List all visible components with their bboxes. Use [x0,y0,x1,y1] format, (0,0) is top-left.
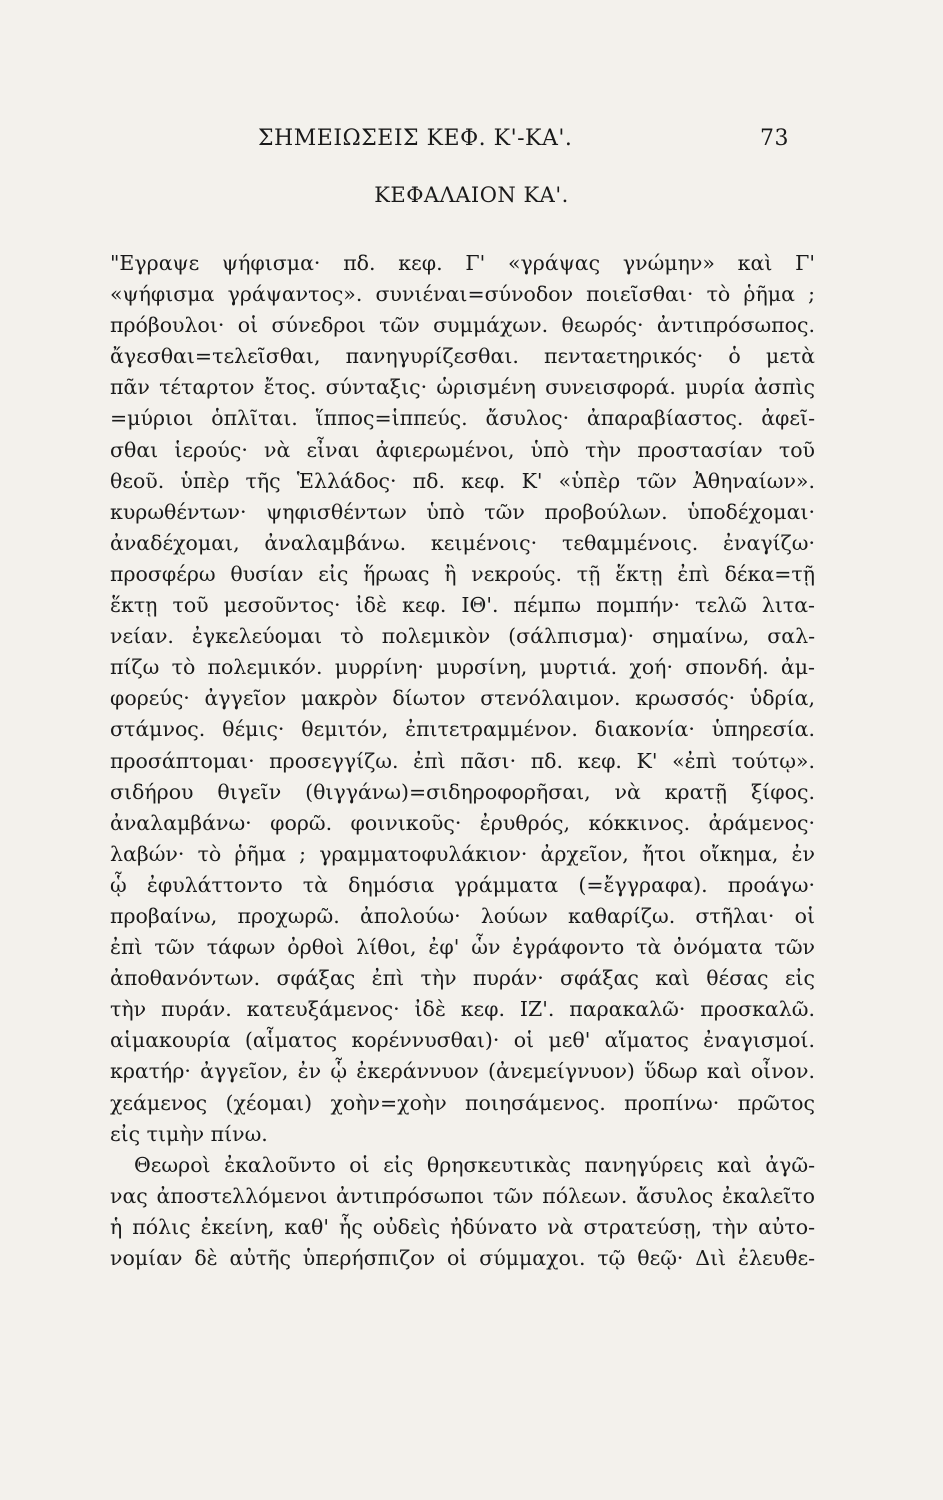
text-line: λαβών· τὸ ῥῆμα ; γραμματοφυλάκιον· ἀρχεῖον, ἤτοι οἴκημα, ἐν [110,841,815,866]
running-title: ΣΗΜΕΙΩΣΕΙΣ ΚΕΦ. Κ'-ΚΑ'. [258,126,573,151]
text-line: «ψήφισμα γράψαντος». συνιέναι=σύνοδον ποιεῖσθαι· τὸ ῥῆμα ; [110,282,815,307]
text-line: "Εγραψε ψήφισμα· πδ. κεφ. Γ' «γράψας γνώμην» καὶ Γ' [110,251,815,275]
text-line: ἄγεσθαι=τελεῖσθαι, πανηγυρίζεσθαι. πενταετηρικός· ὁ μετὰ [110,344,815,369]
text-line: πρόβουλοι· οἱ σύνεδροι τῶν συμμάχων. θεωρός· ἀντιπρόσωπος. [110,313,815,338]
text-line: προβαίνω, προχωρῶ. ἀπολούω· λούων καθαρίζω. στῆλαι· οἱ [110,903,815,928]
text-line: ἀναδέχομαι, ἀναλαμβάνω. κειμένοις· τεθαμμένοις. ἐναγίζω· [110,530,815,555]
text-line: νομίαν δὲ αὐτῆς ὑπερήσπιζον οἱ σύμμαχοι. τῷ θεῷ· Διὶ ἐλευθε- [110,1246,815,1270]
text-line: τὴν πυράν. κατευξάμενος· ἰδὲ κεφ. ΙΖ'. παρακαλῶ· προσκαλῶ. [110,997,815,1022]
text-line: πᾶν τέταρτον ἔτος. σύνταξις· ὡρισμένη συνεισφορά. μυρία ἀσπὶς [110,375,815,400]
chapter-title: ΚΕΦΑΛΑΙΟΝ ΚΑ'. [374,183,569,207]
text-line: ᾧ ἐφυλάττοντο τὰ δημόσια γράμματα (=ἔγγραφα). προάγω· [110,872,815,897]
text-line: ἀναλαμβάνω· φορῶ. φοινικοῦς· ἐρυθρός, κόκκινος. ἀράμενος· [110,810,815,835]
text-line: κρατήρ· ἀγγεῖον, ἐν ᾧ ἐκεράννυον (ἀνεμείγνυον) ὕδωρ καὶ οἶνον. [110,1059,815,1084]
page-number: 73 [760,126,789,151]
text-line: αἱμακουρία (αἷματος κορέννυσθαι)· οἱ μεθ' αἵματος ἐναγισμοί. [110,1028,815,1053]
text-line: ἐπὶ τῶν τάφων ὀρθοὶ λίθοι, ἐφ' ὧν ἐγράφοντο τὰ ὀνόματα τῶν [110,935,815,960]
text-line: στάμνος. θέμις· θεμιτόν, ἐπιτετραμμένον. διακονία· ὑπηρεσία. [110,717,815,742]
text-line: προσφέρω θυσίαν εἰς ἥρωας ἢ νεκρούς. τῇ ἕκτῃ ἐπὶ δέκα=τῇ [110,561,815,586]
text-line: προσάπτομαι· προσεγγίζω. ἐπὶ πᾶσι· πδ. κεφ. Κ' «ἐπὶ τούτῳ». [110,748,815,773]
text-line: φορεύς· ἀγγεῖον μακρὸν δίωτον στενόλαιμον. κρωσσός· ὑδρία, [110,686,815,711]
text-line: σιδήρου θιγεῖν (θιγγάνω)=σιδηροφορῆσαι, νὰ κρατῇ ξίφος. [110,779,815,804]
text-line: ἕκτῃ τοῦ μεσοῦντος· ἰδὲ κεφ. ΙΘ'. πέμπω πομπήν· τελῶ λιτα- [110,593,815,618]
text-line: εἰς τιμὴν πίνω. [110,1121,268,1146]
text-line: νείαν. ἐγκελεύομαι τὸ πολεμικὸν (σάλπισμα)· σημαίνω, σαλ- [110,624,815,649]
text-line: ἡ πόλις ἐκείνη, καθ' ἧς οὐδεὶς ἠδύνατο νὰ στρατεύσῃ, τὴν αὐτο- [110,1214,815,1239]
text-line: σθαι ἱερούς· νὰ εἶναι ἀφιερωμένοι, ὑπὸ τὴν προστασίαν τοῦ [110,437,815,462]
text-line: κυρωθέντων· ψηφισθέντων ὑπὸ τῶν προβούλων. ὑποδέχομαι· [110,499,815,524]
text-line: νας ἀποστελλόμενοι ἀντιπρόσωποι τῶν πόλεων. ἄσυλος ἐκαλεῖτο [110,1183,815,1208]
text-line: χεάμενος (χέομαι) χοὴν=χοὴν ποιησάμενος. προπίνω· πρῶτος [110,1090,815,1115]
text-line: πίζω τὸ πολεμικόν. μυρρίνη· μυρσίνη, μυρτιά. χοή· σπονδή. ἀμ- [110,655,815,680]
paragraph-first-line: Θεωροὶ ἐκαλοῦντο οἱ εἰς θρησκευτικὰς πανηγύρεις καὶ ἀγῶ- [134,1152,815,1177]
body-text [110,248,815,1274]
text-line: ἀποθανόντων. σφάξας ἐπὶ τὴν πυράν· σφάξας καὶ θέσας εἰς [110,966,815,991]
text-line: θεοῦ. ὑπὲρ τῆς Ἑλλάδος· πδ. κεφ. Κ' «ὑπὲρ τῶν Ἀθηναίων». [110,468,815,493]
text-line: =μύριοι ὁπλῖται. ἵππος=ἱππεύς. ἄσυλος· ἀπαραβίαστος. ἀφεῖ- [110,406,815,431]
